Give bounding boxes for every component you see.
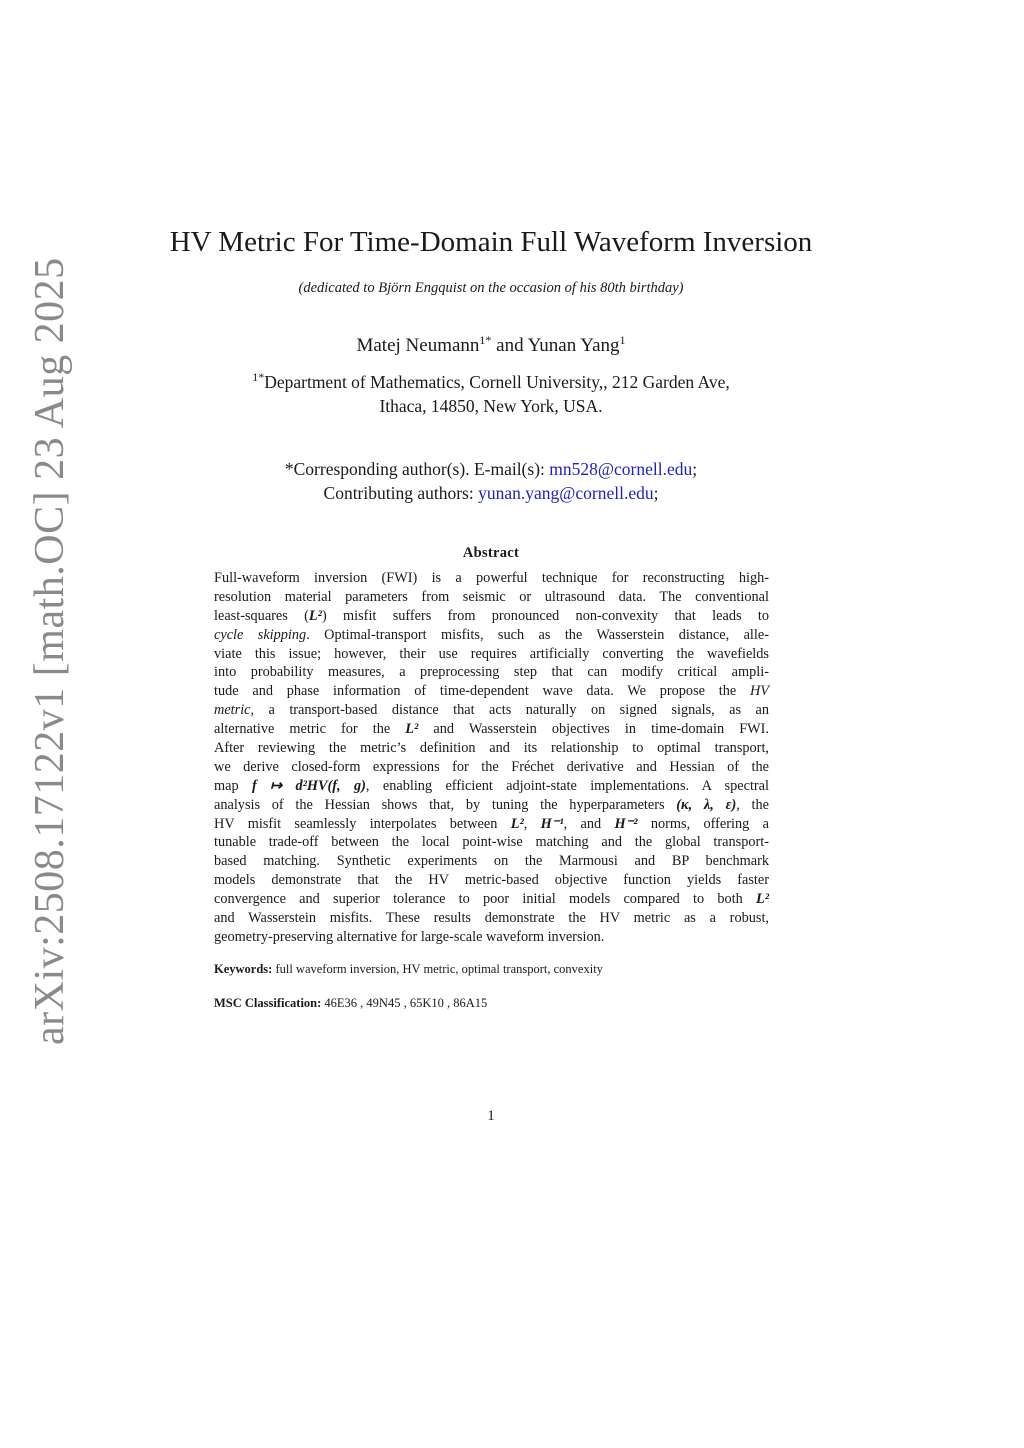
abstract-line: Full-waveform inversion (FWI) is a powerful technique for reconstructing high- <box>214 570 769 586</box>
text-run: ) misfit suffers from pronounced non-convexity that leads to <box>321 607 769 624</box>
paper-title: HV Metric For Time-Domain Full Waveform Inversion <box>169 226 813 258</box>
abstract-line: resolution material parameters from seismic or ultrasound data. The conventional <box>214 588 769 605</box>
abstract-body <box>214 569 769 947</box>
abstract-line <box>214 701 769 720</box>
text-run: and Wasserstein objectives in time-domain FWI. <box>418 721 769 738</box>
emphasis-metric: metric <box>214 702 251 719</box>
text-run: map <box>214 777 252 794</box>
keywords-label: Keywords: <box>214 962 273 976</box>
math-l2-norm: L² <box>755 891 769 908</box>
affiliation <box>0 370 982 418</box>
msc-classification <box>214 996 769 1011</box>
msc-codes: 46E36 , 49N45 , 65K10 , 86A15 <box>321 996 488 1010</box>
abstract-line <box>214 777 769 796</box>
msc-label: MSC Classification: <box>214 996 322 1010</box>
abstract-line <box>214 607 769 626</box>
abstract-line: tunable trade-off between the local point-wise matching and the global transport- <box>214 834 769 851</box>
keywords <box>214 962 769 977</box>
contributing-label: Contributing authors: <box>323 483 479 503</box>
emphasis-hv: HV <box>749 683 769 700</box>
text-run: HV misfit seamlessly interpolates between <box>214 815 511 832</box>
keywords-text: full waveform inversion, HV metric, optimal transport, convexity <box>272 962 603 976</box>
math-l2-norm: L² <box>308 607 322 624</box>
abstract-line <box>214 890 769 909</box>
text-run: analysis of the Hessian shows that, by tuning the hyperparameters <box>214 796 677 813</box>
arxiv-side-stamp: arXiv:2508.17122v1 [math.OC] 23 Aug 2025 <box>27 257 73 1045</box>
text-run: norms, offering a <box>637 815 769 832</box>
corresponding-email-link[interactable]: mn528@cornell.edu <box>549 459 693 479</box>
text-run: , the <box>736 796 769 813</box>
punctuation: ; <box>692 459 698 479</box>
text-run: . Optimal-transport misfits, such as the Wasserstein distance, alle- <box>306 626 769 643</box>
text-run: , enabling efficient adjoint-state implementations. A spectral <box>365 777 770 794</box>
text-run: , <box>523 815 541 832</box>
abstract-heading: Abstract <box>462 545 520 561</box>
math-hv-map: f ↦ d²HV(f, g) <box>251 777 366 794</box>
text-run: least-squares ( <box>214 607 309 624</box>
abstract-line <box>214 626 769 645</box>
contact-info <box>0 457 982 505</box>
abstract-line: viate this issue; however, their use requires artificially converting the wavefields <box>214 645 769 662</box>
abstract-line <box>214 796 769 815</box>
text-run: , a transport-based distance that acts naturally on signed signals, as an <box>250 702 769 719</box>
affiliation-mark: 1* <box>252 370 265 384</box>
punctuation: ; <box>653 483 659 503</box>
author-name: Matej Neumann <box>356 335 480 356</box>
abstract-line <box>214 815 769 834</box>
math-hyperparameters: (κ, λ, ε) <box>676 796 737 813</box>
math-h-minus-1-norm: H⁻¹ <box>540 815 564 832</box>
abstract-line: models demonstrate that the HV metric-based objective function yields faster <box>214 872 769 889</box>
text-run: convergence and superior tolerance to poor initial models compared to both <box>214 891 756 908</box>
author-list <box>0 335 982 357</box>
author-connector: and <box>491 335 528 356</box>
text-run: , and <box>563 815 615 832</box>
text-run: alternative metric for the <box>214 721 406 738</box>
abstract-line: and Wasserstein misfits. These results demonstrate the HV metric as a robust, <box>214 910 769 927</box>
affiliation-line-2: Ithaca, 14850, New York, USA. <box>379 396 603 416</box>
abstract-line: into probability measures, a preprocessing step that can modify critical ampli- <box>214 664 769 681</box>
text-run: tude and phase information of time-dependent wave data. We propose the <box>214 683 750 700</box>
author-affiliation-mark: 1 <box>619 333 626 347</box>
corresponding-label: *Corresponding author(s). E-mail(s): <box>284 459 550 479</box>
abstract-line <box>214 720 769 739</box>
dedication: (dedicated to Björn Engquist on the occasion of his 80th birthday) <box>298 280 684 296</box>
author-affiliation-mark: 1* <box>479 333 492 347</box>
abstract-line <box>214 682 769 701</box>
math-l2-norm: L² <box>510 815 524 832</box>
author-name: Yunan Yang <box>527 335 620 356</box>
abstract-line: geometry-preserving alternative for large-scale waveform inversion. <box>214 928 605 945</box>
emphasis-cycle-skipping: cycle skipping <box>214 626 307 643</box>
page-number: 1 <box>487 1108 495 1124</box>
math-h-minus-2-norm: H⁻² <box>614 815 638 832</box>
contributing-email-link[interactable]: yunan.yang@cornell.edu <box>478 483 654 503</box>
math-l2-norm: L² <box>405 721 419 738</box>
abstract-line: we derive closed-form expressions for the Fréchet derivative and Hessian of the <box>214 758 769 775</box>
abstract-line: based matching. Synthetic experiments on the Marmousi and BP benchmark <box>214 853 769 870</box>
abstract-line: After reviewing the metric’s definition and its relationship to optimal transport, <box>214 740 769 757</box>
affiliation-line-1: Department of Mathematics, Cornell University,, 212 Garden Ave, <box>264 372 730 392</box>
